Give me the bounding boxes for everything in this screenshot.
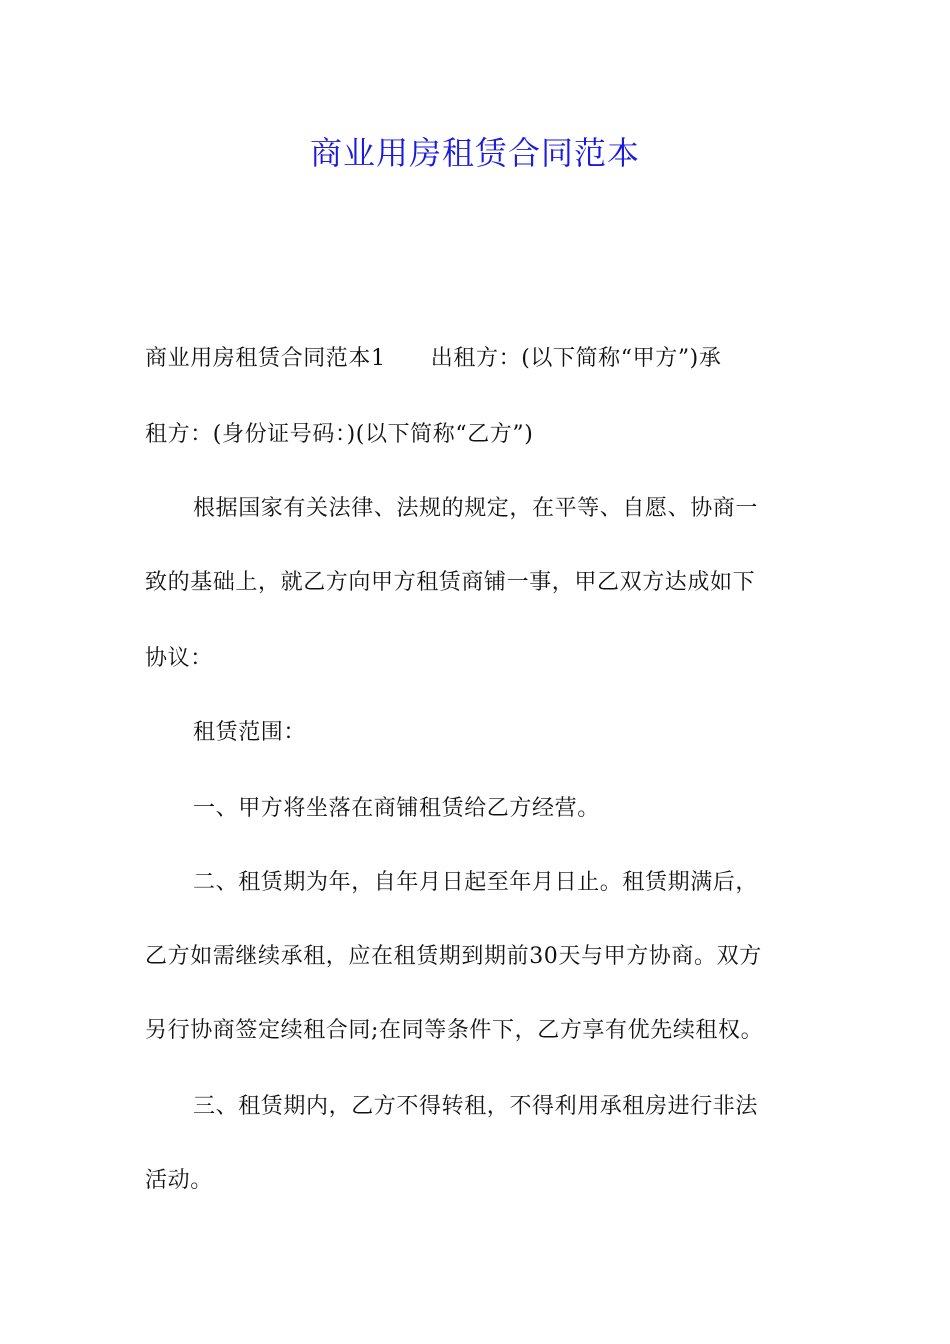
body-line: 致的基础上，就乙方向甲方租赁商铺一事，甲乙双方达成如下	[145, 570, 756, 595]
body-line: 另行协商签定续租合同;在同等条件下，乙方享有优先续租权。	[145, 1018, 764, 1043]
body-line: 商业用房租赁合同范本1 出租方：(以下简称“甲方”)承	[145, 346, 722, 371]
body-line: 租赁范围：	[193, 720, 307, 745]
body-line: 根据国家有关法律、法规的规定，在平等、自愿、协商一	[193, 496, 759, 521]
body-line: 二、租赁期为年，自年月日起至年月日止。租赁期满后，	[193, 870, 759, 895]
body-line: 三、租赁期内，乙方不得转租，不得利用承租房进行非法	[193, 1094, 759, 1119]
document-title: 商业用房租赁合同范本	[309, 134, 640, 172]
body-line: 活动。	[145, 1168, 213, 1193]
body-line: 租方：(身份证号码：)(以下简称“乙方”)	[145, 422, 534, 447]
body-line: 协议：	[145, 646, 213, 671]
body-line: 一、甲方将坐落在商铺租赁给乙方经营。	[193, 796, 600, 821]
body-line: 乙方如需继续承租，应在租赁期到期前30天与甲方协商。双方	[145, 944, 762, 969]
